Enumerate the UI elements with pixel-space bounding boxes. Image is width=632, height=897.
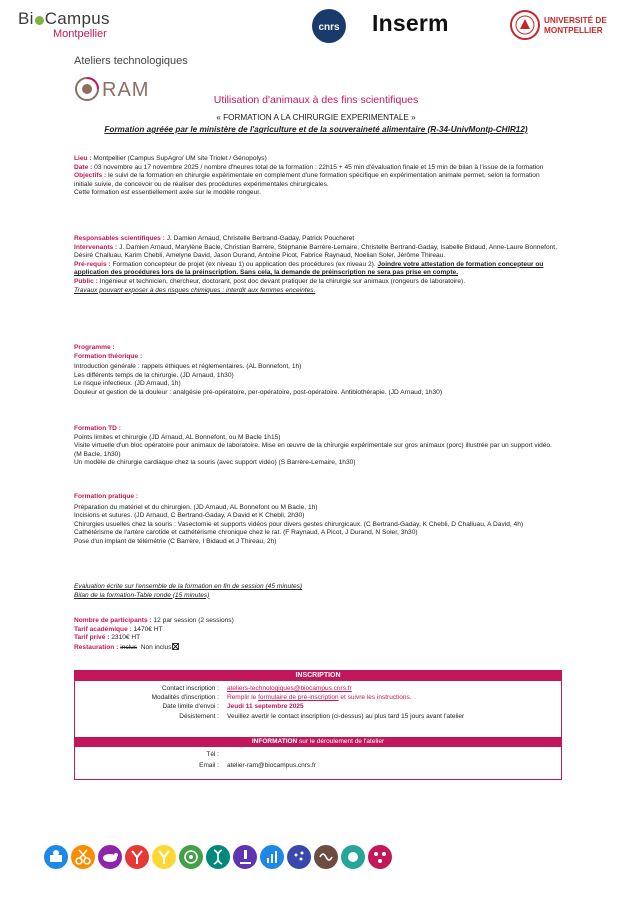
people-block — [74, 235, 560, 295]
ram-logo-text: RAM — [102, 79, 150, 101]
pratique-block — [74, 493, 560, 547]
objectifs-line: Objectifs : le suivi de la formation en chirurgie expérimentale en complément d'une formation spécifique en expérimentation animale permet, selon la formation initiale suivie, de concevoir ou de réaliser des procédures expérimentales chirurgicales. — [74, 172, 540, 188]
td-block — [74, 425, 560, 468]
theorique-list — [74, 363, 560, 397]
rodent-icon — [98, 845, 122, 869]
biocampus-subtitle: Montpellier — [53, 28, 107, 40]
scissors-icon — [71, 845, 95, 869]
organoid-icon — [341, 845, 365, 869]
agreement-line: Formation agréée par le ministère de l'agriculture et de la souveraineté alimentaire (R-34-UnivMontp-CHIR12) — [104, 125, 528, 134]
um-seal-icon — [510, 10, 540, 40]
participants-line: Nombre de participants : 12 par session (2 sessions) — [74, 617, 234, 624]
pratique-label: Formation pratique : — [74, 493, 139, 500]
formation-title: « FORMATION A LA CHIRURGIE EXPERIMENTALE » — [216, 113, 416, 122]
list-item: Pose d'un implant de télémétrie (C Barrère, I Bidaud et J Thireau, 2h) — [74, 537, 277, 545]
restauration-line: Restauration : inclus Non inclus — [74, 643, 560, 653]
biocampus-logo — [18, 10, 128, 40]
cell-icon — [179, 845, 203, 869]
histology-icon — [152, 845, 176, 869]
list-item: Incisions et sutures. (JD Arnaud, C Bertrand-Gaday, A David et K Chebli, 2h30) — [74, 512, 305, 520]
contact-email-link[interactable]: ateliers-technologiques@biocampus.cnrs.fr — [227, 685, 352, 692]
theorique-label: Formation théorique : — [74, 352, 143, 360]
svg-text:cnrs: cnrs — [318, 22, 340, 33]
footer-icons — [44, 845, 592, 871]
molecule-icon — [368, 845, 392, 869]
ateliers-label: Ateliers technologiques — [74, 55, 188, 67]
axe-line: Cette formation est essentiellement axée sur le modèle rongeur. — [74, 189, 261, 197]
preinscription-form-link[interactable]: formulaire de pré-inscription — [258, 694, 339, 701]
tarif-academique-line: Tarif académique : 1470€ HT — [74, 625, 163, 633]
information-header: INFORMATION sur le déroulement de l'atelier — [75, 737, 561, 747]
public-line: Public : Ingénieur et technicien, chercheur, doctorant, post doc devant pratiquer de la chirurgie sur animaux (rongeurs de laboratoire). — [74, 277, 466, 285]
intervenants-line: Intervenants : J. Damien Arnaud, Marylène Bacle, Christian Barrère, Stéphanie Barrère-Lemaire, Christelle Bertrand-Gaday, Isabelle Bidaud, Anne-Laure Bonnefont, Désiré Challuau, Karim Chebli, Amelyne David, Jason Durand, Antoine Picot, Fabrice Raynaud, Noelian Soler, Jérôme Thireau. — [74, 243, 557, 260]
evaluation-line: Evaluation écrite sur l'ensemble de la formation en fin de session (45 minutes) — [74, 583, 303, 590]
programme-block — [74, 344, 560, 398]
list-item: Les différents temps de la chirurgie. (JD Arnaud, 1h30) — [74, 371, 234, 379]
microscope-icon — [233, 845, 257, 869]
tarif-prive-line: Tarif privé : 2310€ HT — [74, 634, 141, 642]
info-block — [74, 155, 560, 198]
list-item: Chirurgies usuelles chez la souris : Vasectomie et supports vidéos pour divers gestes chirurgicaux. (C Bertrand-Gaday, K Chebli, D Challuau, A David, 4h) — [74, 520, 524, 528]
list-item: Un modèle de chirurgie cardiaque chez la souris (avec support vidéo) (S Barrère-Lemaire, 1h30) — [74, 459, 356, 467]
page-title: Utilisation d'animaux à des fins scientifiques — [213, 94, 419, 106]
list-item: Douleur et gestion de la douleur : analgésie pré-opératoire, per-opératoire, post-opératoire. Antibiothérapie. (JD Arnaud, 1h30) — [74, 388, 443, 396]
atelier-email[interactable]: atelier-ram@biocampus.cnrs.fr — [227, 762, 316, 769]
date-line: Date : 03 novembre au 17 novembre 2025 / nombre d'heures total de la formation : 22h15 + 45 min d'évaluation finale et 15 min de bilan à l'issue de la formation — [74, 163, 544, 171]
list-item: Le risque infectieux. (JD Arnaud, 1h) — [74, 380, 181, 388]
list-item: Points limites et chirurgie (JD Arnaud, AL Bonnefont, ou M Bacle 1h15) — [74, 433, 281, 441]
programme-label: Programme : — [74, 344, 115, 351]
chart-icon — [260, 845, 284, 869]
inscription-box: INSCRIPTION Contact inscription : ateliers-technologiques@biocampus.cnrs.fr Modalités d'inscription : Remplir le formulaire de pré-inscription et suivre les instructions. Date limite d'envoi : Jeudi 11 septembre 2025 Désistement : Veuillez avertir le contact inscription (ci-dessus) au plus tard 15 jours avant l'atelier INFORMATION sur le déroulement de l'atelier Tél : Email : atelier-ram@biocampus.cnrs.fr — [74, 670, 562, 780]
genomics-icon — [206, 845, 230, 869]
list-item: Visite virtuelle d'un bloc opératoire pour animaux de laboratoire. Mise en œuvre de la chirurgie expérimentale sur gros animaux (porc) illustrée par un support vidéo. (M Bacle, 1h30) — [74, 442, 552, 458]
bilan-line: Bilan de la formation-Table ronde (15 minutes) — [74, 591, 210, 599]
inscription-header: INSCRIPTION — [75, 671, 561, 681]
protein-icon — [314, 845, 338, 869]
cnrs-logo — [311, 8, 347, 44]
cytometry-icon — [287, 845, 311, 869]
prerequis-line: Pré-requis : Formation concepteur de projet (ex niveau 1) ou application des procédures (ex niveau 2). Joindre votre attestation de formation concepteur ou application des procédures lors de la préinscription. Sans cela, la demande de préinscription ne sera pas prise en compte. — [74, 260, 544, 277]
list-item: Préparation du matériel et du chirurgien. (JD Arnaud, AL Bonnefont ou M Bacle, 1h) — [74, 503, 318, 511]
td-label: Formation TD : — [74, 425, 121, 432]
antibody-icon — [125, 845, 149, 869]
practical-block — [74, 617, 560, 652]
checked-box-icon — [172, 643, 179, 650]
lieu-line: Lieu : Montpellier (Campus SupAgro/ UM site Triolet / Génopolys) — [74, 155, 267, 162]
responsables-line: Responsables scientifiques : J. Damien Arnaud, Christelle Bertrand-Gaday, Patrick Poucheret — [74, 235, 355, 242]
imaging-icon — [44, 845, 68, 869]
evaluation-block — [74, 583, 560, 600]
travaux-line: Travaux pouvant exposer à des risques chimiques : interdit aux femmes enceintes. — [74, 286, 316, 294]
um-logo-text: UNIVERSITÉ DE MONTPELLIER — [544, 16, 607, 35]
inserm-logo: Inserm — [372, 10, 449, 36]
list-item: Cathétérisme de l'artère carotide et cathétérisme chronique chez le rat. (F Raynaud, A Picot, J Durand, N Soler, 3h30) — [74, 529, 418, 537]
biocampus-title: Bi Campus — [18, 9, 110, 28]
biocampus-dot-icon — [35, 16, 44, 25]
list-item: Introduction générale : rappels éthiques et réglementaires. (AL Bonnefont, 1h) — [74, 363, 302, 371]
